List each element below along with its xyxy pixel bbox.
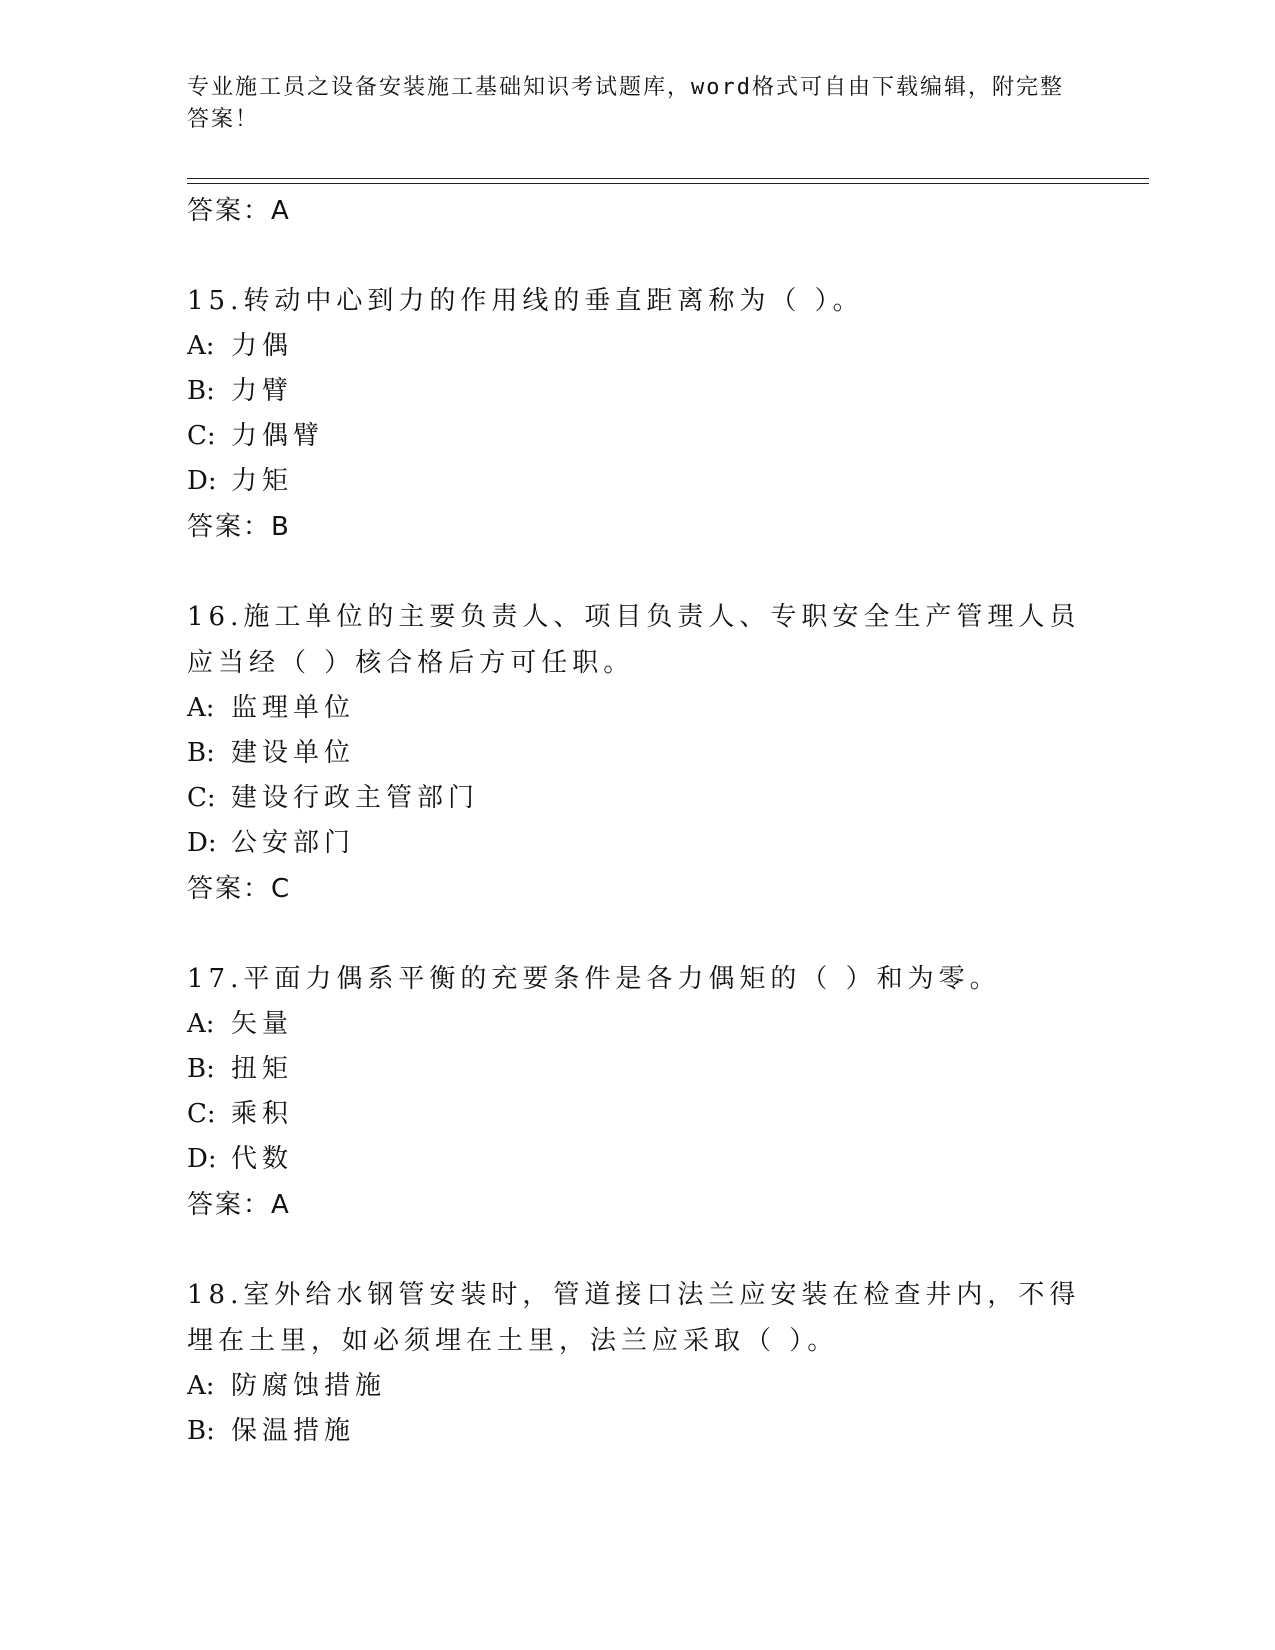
option-key: C: <box>187 783 216 813</box>
option-a <box>187 324 1087 369</box>
option-key: A: <box>187 693 215 723</box>
option-b <box>187 369 1087 414</box>
option-text: 扭矩 <box>231 1054 294 1084</box>
option-key: D: <box>187 828 217 858</box>
option-key: A: <box>187 1371 215 1401</box>
option-text: 力偶 <box>231 331 294 361</box>
option-text: 力偶臂 <box>231 421 325 451</box>
option-key: C: <box>187 421 216 451</box>
option-text: 公安部门 <box>231 828 356 858</box>
answer-line: 答案：B <box>187 512 291 542</box>
header-divider-top <box>187 178 1149 179</box>
question-18 <box>187 1272 1087 1454</box>
question-text: 16.施工单位的主要负责人、项目负责人、专职安全生产管理人员应当经（ ）核合格后方可任职。 <box>187 602 1081 678</box>
question-16 <box>187 594 1087 912</box>
question-list <box>187 188 1087 1454</box>
option-key: B: <box>187 1054 215 1084</box>
option-c <box>187 776 1087 821</box>
header-divider-bottom <box>187 183 1149 184</box>
option-key: B: <box>187 376 215 406</box>
option-b <box>187 1409 1087 1454</box>
option-a <box>187 1002 1087 1047</box>
option-key: A: <box>187 331 215 361</box>
option-b <box>187 1047 1087 1092</box>
option-text: 力矩 <box>231 466 294 496</box>
option-text: 建设单位 <box>231 738 356 768</box>
option-text: 监理单位 <box>231 693 356 723</box>
option-key: B: <box>187 738 215 768</box>
option-text: 防腐蚀措施 <box>231 1371 387 1401</box>
option-c <box>187 414 1087 459</box>
option-key: A: <box>187 1009 215 1039</box>
option-key: D: <box>187 1144 217 1174</box>
option-text: 保温措施 <box>231 1416 356 1446</box>
answer-line: 答案：C <box>187 874 292 904</box>
option-c <box>187 1092 1087 1137</box>
question-17 <box>187 956 1087 1228</box>
option-a <box>187 1364 1087 1409</box>
option-text: 乘积 <box>231 1099 294 1129</box>
option-key: C: <box>187 1099 216 1129</box>
question-text: 15.转动中心到力的作用线的垂直距离称为（ ）。 <box>187 286 864 316</box>
option-text: 矢量 <box>231 1009 294 1039</box>
question-text: 18.室外给水钢管安装时，管道接口法兰应安装在检查井内，不得埋在土里，如必须埋在土里，法兰应采取（ ）。 <box>187 1280 1081 1356</box>
option-key: D: <box>187 466 217 496</box>
option-d <box>187 821 1087 866</box>
option-a <box>187 686 1087 731</box>
document-header: 专业施工员之设备安装施工基础知识考试题库，word格式可自由下载编辑，附完整答案！ <box>187 75 1064 132</box>
answer-line: 答案：A <box>187 1190 291 1220</box>
option-text: 力臂 <box>231 376 294 406</box>
option-b <box>187 731 1087 776</box>
option-text: 建设行政主管部门 <box>231 783 480 813</box>
option-text: 代数 <box>231 1144 294 1174</box>
option-key: B: <box>187 1416 215 1446</box>
question-text: 17.平面力偶系平衡的充要条件是各力偶矩的（ ）和为零。 <box>187 964 1001 994</box>
option-d <box>187 1137 1087 1182</box>
answer-line: 答案：A <box>187 196 291 226</box>
option-d <box>187 459 1087 504</box>
question-15 <box>187 278 1087 550</box>
